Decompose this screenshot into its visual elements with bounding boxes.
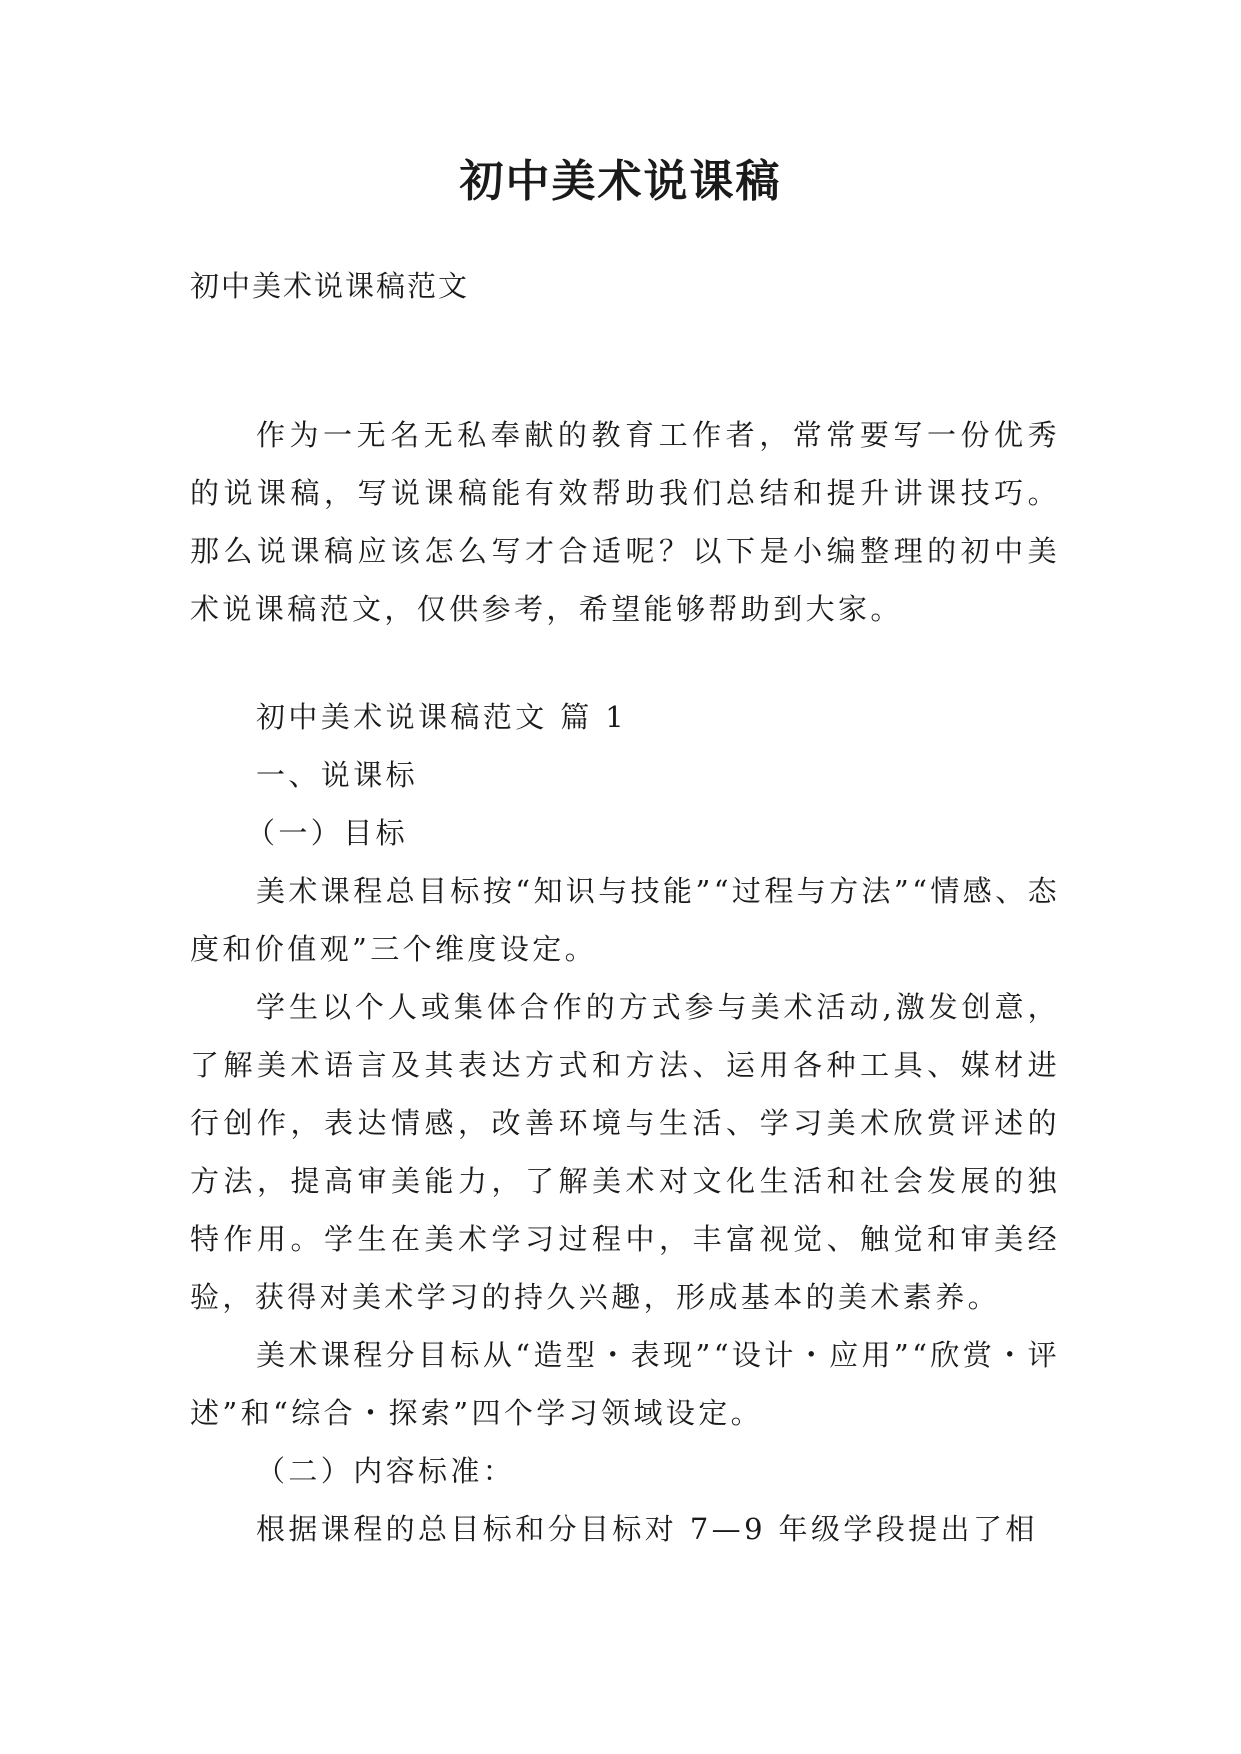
body-paragraph: 学生以个人或集体合作的方式参与美术活动,激发创意，了解美术语言及其表达方式和方法、运用各种工具、媒材进行创作，表达情感，改善环境与生活、学习美术欣赏评述的方法，提高审美能力，了解美术对文化生活和社会发展的独特作用。学生在美术学习过程中，丰富视觉、触觉和审美经验，获得对美术学习的持久兴趣，形成基本的美术素养。 — [190, 990, 1060, 1314]
document-title: 初中美术说课稿 — [459, 156, 782, 207]
body-paragraph: 美术课程总目标按“知识与技能”“过程与方法”“情感、态度和价值观”三个维度设定。 — [190, 874, 1060, 966]
heading-level-2: （一）目标 — [246, 816, 409, 850]
section-heading: 初中美术说课稿范文 篇 1 — [256, 700, 628, 734]
body-paragraph: 美术课程分目标从“造型・表现”“设计・应用”“欣赏・评述”和“综合・探索”四个学习领域设定。 — [190, 1338, 1060, 1430]
heading-level-2: （二）内容标准： — [256, 1454, 516, 1488]
document-body — [190, 406, 1060, 1558]
document-subtitle: 初中美术说课稿范文 — [190, 269, 470, 303]
body-paragraph: 根据课程的总目标和分目标对 7—9 年级学段提出了相 — [256, 1512, 1038, 1546]
intro-paragraph: 作为一无名无私奉献的教育工作者，常常要写一份优秀的说课稿，写说课稿能有效帮助我们总结和提升讲课技巧。那么说课稿应该怎么写才合适呢？以下是小编整理的初中美术说课稿范文，仅供参考，希望能够帮助到大家。 — [190, 418, 1060, 626]
heading-level-1: 一、说课标 — [256, 758, 419, 792]
